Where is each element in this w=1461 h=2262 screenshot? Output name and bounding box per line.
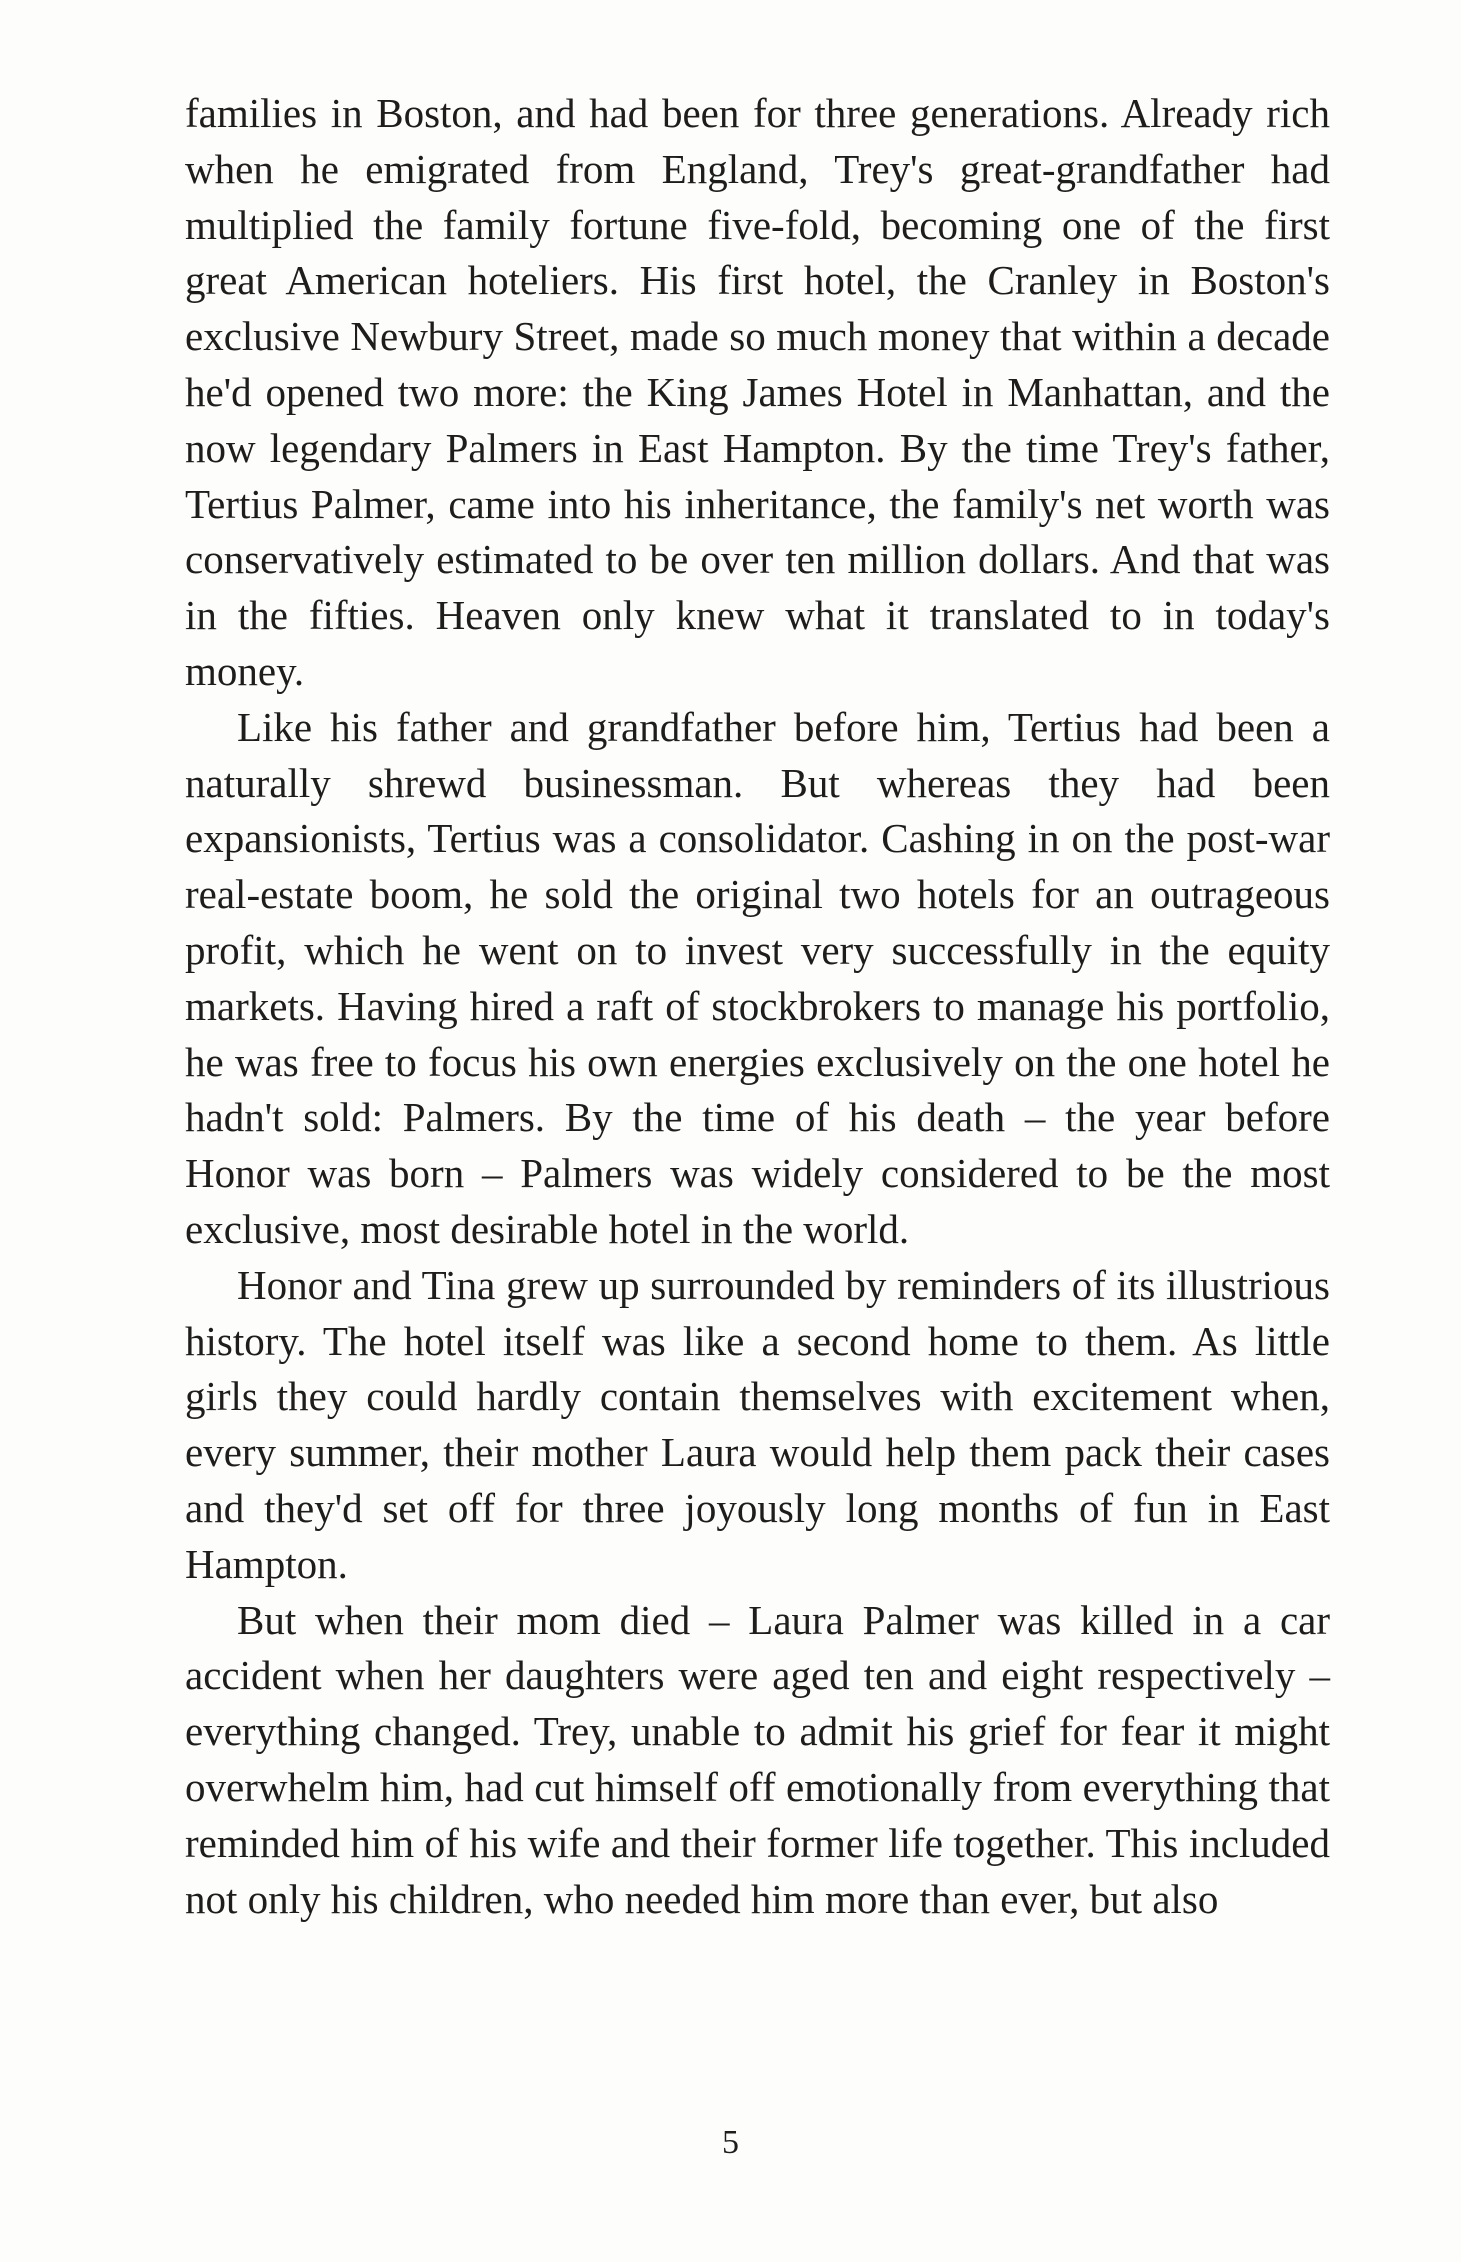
paragraph-2: Like his father and grandfather before him, Tertius had been a naturally shrewd businessman. But whereas they had been expansionists, Tertius was a consolidator. Cashing in on the post-war real-estate boom, he sold the original two hotels for an outrageous profit, which he went on to invest very successfully in the equity markets. Having hired a raft of stockbrokers to manage his portfolio, he was free to focus his own energies exclusively on the one hotel he hadn't sold: Palmers. By the time of his death – the year before Honor was born – Palmers was widely considered to be the most exclusive, most desirable hotel in the world.	[185, 703, 1330, 1252]
paragraph-4: But when their mom died – Laura Palmer was killed in a car accident when her daughters were aged ten and eight respectively – everything changed. Trey, unable to admit his grief for fear it might overwhelm him, had cut himself off emotionally from everything that reminded him of his wife and their former life together. This included not only his children, who needed him more than ever, but also	[185, 1596, 1330, 1922]
page-number: 5	[722, 2124, 739, 2161]
paragraph-1: families in Boston, and had been for three generations. Already rich when he emigrated from England, Trey's great-grandfather had multiplied the family fortune five-fold, becoming one of the first great American hoteliers. His first hotel, the Cranley in Boston's exclusive Newbury Street, made so much money that within a decade he'd opened two more: the King James Hotel in Manhattan, and the now legendary Palmers in East Hampton. By the time Trey's father, Tertius Palmer, came into his inheritance, the family's net worth was conservatively estimated to be over ten million dollars. And that was in the fifties. Heaven only knew what it translated to in today's money.	[185, 90, 1330, 694]
body-text	[185, 86, 1330, 1927]
paragraph-3: Honor and Tina grew up surrounded by reminders of its illustrious history. The hotel itself was like a second home to them. As little girls they could hardly contain themselves with excitement when, every summer, their mother Laura would help them pack their cases and they'd set off for three joyously long months of fun in East Hampton.	[185, 1261, 1330, 1587]
